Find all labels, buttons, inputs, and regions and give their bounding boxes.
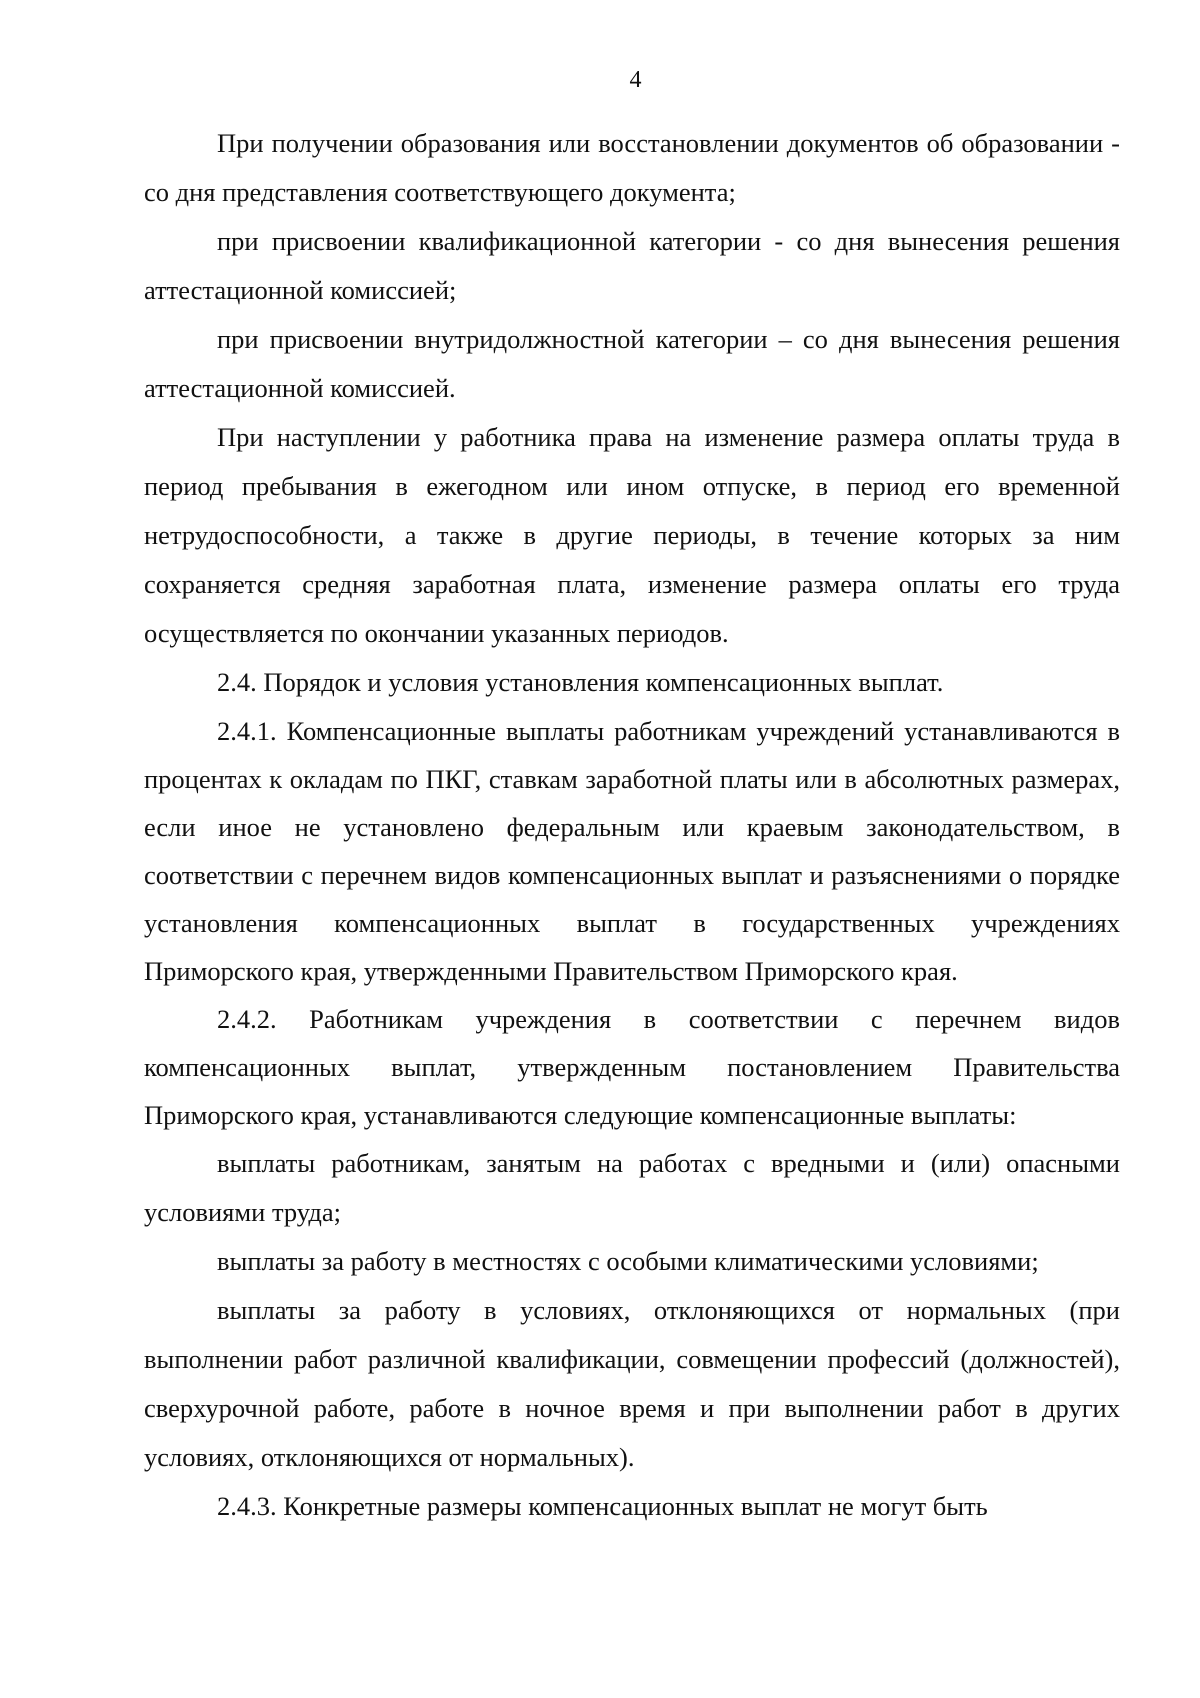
paragraph-pay-change-timing: При наступлении у работника права на изменение размера оплаты труда в период пребывания в ежегодном или ином отпуске, в период его временной нетрудоспособности, а также в другие периоды, в течение которых за ним сохраняется средняя заработная плата, изменение размера оплаты его труда осуществляется по окончании указанных периодов. xyxy=(144,422,1120,648)
section-heading-2-4: 2.4. Порядок и условия установления компенсационных выплат. xyxy=(217,667,944,697)
list-item-abnormal-conditions: выплаты за работу в условиях, отклоняющихся от нормальных (при выполнении работ различной квалификации, совмещении профессий (должностей), сверхурочной работе, работе в ночное время и при выполнении работ в других условиях, отклоняющихся от нормальных). xyxy=(144,1295,1120,1472)
list-item-hazardous-conditions: выплаты работникам, занятым на работах с вредными и (или) опасными условиями труда; xyxy=(144,1148,1120,1227)
paragraph-2-4-3: 2.4.3. Конкретные размеры компенсационных выплат не могут быть xyxy=(217,1491,988,1521)
page-number: 4 xyxy=(629,67,642,93)
paragraph-education: При получении образования или восстановлении документов об образовании - со дня представления соответствующего документа; xyxy=(144,128,1120,207)
paragraph-internal-category: при присвоении внутридолжностной категории – со дня вынесения решения аттестационной комиссией. xyxy=(144,324,1120,403)
paragraph-qualification-category: при присвоении квалификационной категории - со дня вынесения решения аттестационной комиссией; xyxy=(144,226,1120,305)
document-body xyxy=(144,119,1120,1531)
list-item-climatic-conditions: выплаты за работу в местностях с особыми климатическими условиями; xyxy=(217,1246,1039,1276)
paragraph-2-4-1: 2.4.1. Компенсационные выплаты работникам учреждений устанавливаются в процентах к окладам по ПКГ, ставкам заработной платы или в абсолютных размерах, если иное не установлено федеральным или краевым законодательством, в соответствии с перечнем видов компенсационных выплат и разъяснениями о порядке установления компенсационных выплат в государственных учреждениях Приморского края, утвержденными Правительством Приморского края. xyxy=(144,716,1120,986)
paragraph-2-4-2: 2.4.2. Работникам учреждения в соответствии с перечнем видов компенсационных выплат, утвержденным постановлением Правительства Приморского края, устанавливаются следующие компенсационные выплаты: xyxy=(144,1004,1120,1130)
